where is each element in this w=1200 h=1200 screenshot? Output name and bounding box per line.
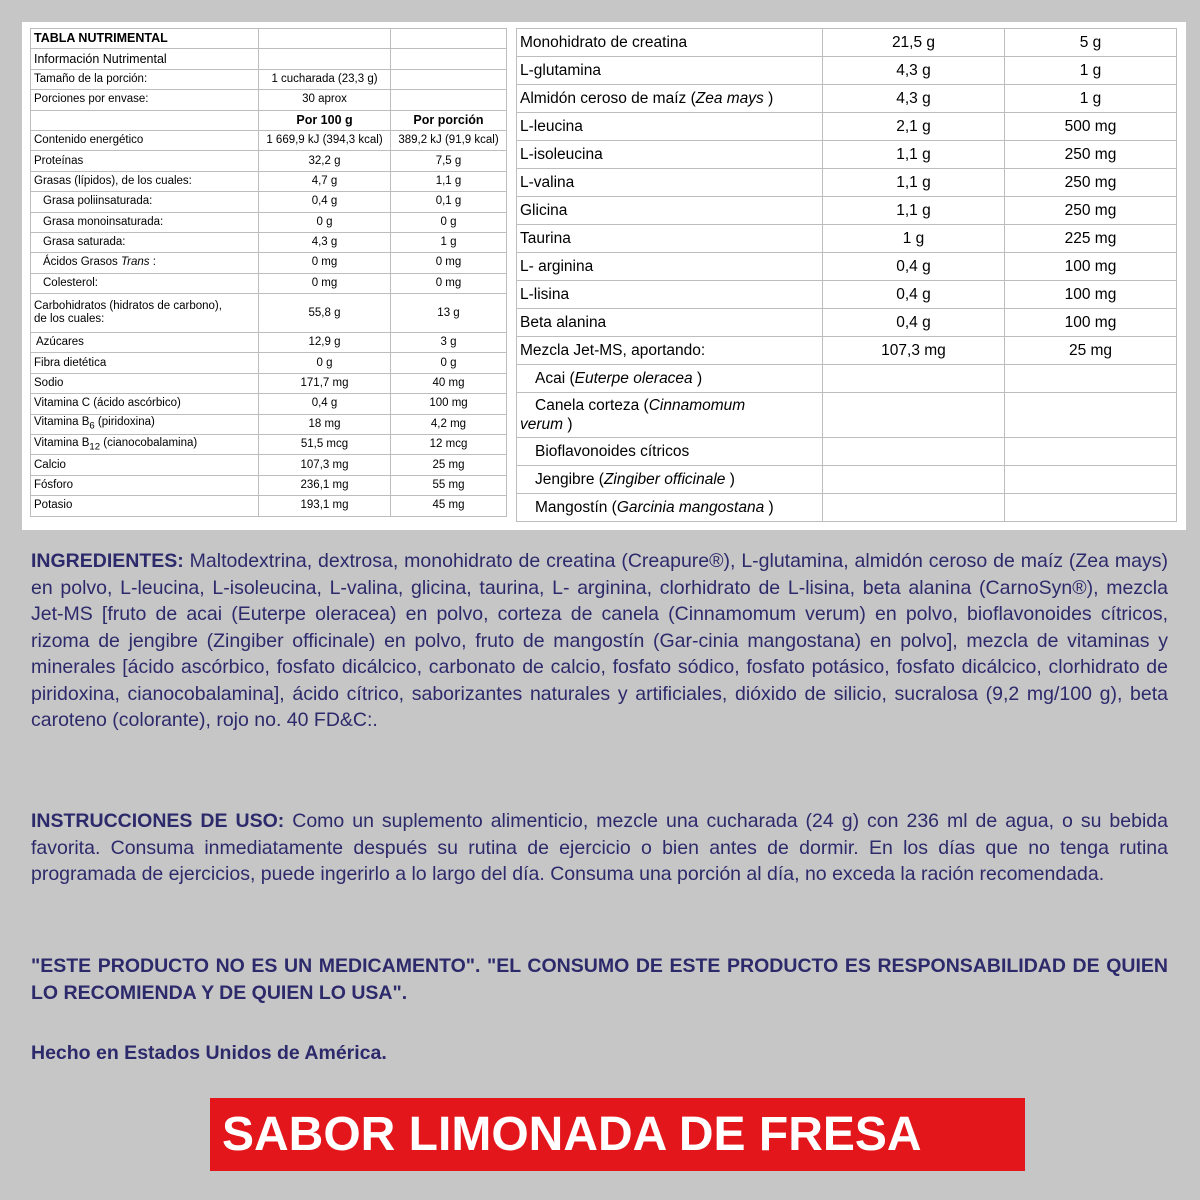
row-label: Vitamina $B_{12}$ (cianocobalamina) [31, 435, 259, 455]
row-label: Beta alanina [517, 309, 823, 337]
row-value-per-portion: 3 g [391, 333, 507, 353]
row-value-per-portion: 0 g [391, 212, 507, 232]
table-row [31, 333, 507, 353]
row-value-per-portion: 100 mg [1005, 281, 1177, 309]
serving-size-label: Tamaño de la porción: [31, 69, 259, 89]
row-value-per-100g: 4,3 g [259, 232, 391, 252]
table-row [31, 212, 507, 232]
row-label: L-isoleucina [517, 141, 823, 169]
table-row [517, 281, 1177, 309]
table-row [31, 294, 507, 333]
nutrition-facts-table [30, 28, 507, 517]
table-row [31, 253, 507, 273]
row-label: Almidón ceroso de maíz (Zea mays ) [517, 85, 823, 113]
row-value-per-portion: 0 g [391, 353, 507, 373]
table-row [517, 466, 1177, 494]
sub-row-label: Canela corteza (Cinnamomum verum ) [517, 393, 823, 438]
row-value-per-portion: 0,1 g [391, 192, 507, 212]
table-row [517, 253, 1177, 281]
row-value-per-100g: 32,2 g [259, 151, 391, 171]
table-row [31, 192, 507, 212]
row-label: L-leucina [517, 113, 823, 141]
row-value-per-portion: 1,1 g [391, 171, 507, 191]
row-value-per-portion: 250 mg [1005, 169, 1177, 197]
row-label: Monohidrato de creatina [517, 29, 823, 57]
instructions-text: Como un suplemento alimenticio, mezcle una cucharada (24 g) con 236 ml de agua, o su bebida favorita. Consuma inmediatamente después su rutina de ejercicio o bien antes de dormir. En los días que no tenga rutina programada de ejercicios, puede ingerirlo a lo largo del día. Consuma una porción al día, no exceda la ración recomendada. [31, 810, 1168, 885]
table-row [31, 273, 507, 293]
row-value-per-100g: 0,4 g [259, 394, 391, 414]
table-row [31, 496, 507, 516]
row-value-per-portion: 40 mg [391, 373, 507, 393]
row-label: Calcio [31, 455, 259, 475]
row-value-per-100g: 171,7 mg [259, 373, 391, 393]
table-row [31, 130, 507, 150]
row-value-per-100g: 4,7 g [259, 171, 391, 191]
instructions-heading: INSTRUCCIONES DE USO: [31, 810, 285, 832]
table-row [517, 494, 1177, 522]
row-value-per-portion: 500 mg [1005, 113, 1177, 141]
row-value-per-portion: 100 mg [391, 394, 507, 414]
row-label: Sodio [31, 373, 259, 393]
row-label: Carbohidratos (hidratos de carbono), de los cuales: [31, 294, 259, 333]
row-value-per-portion: 13 g [391, 294, 507, 333]
row-value-per-portion: 1 g [391, 232, 507, 252]
row-label: Azúcares [31, 333, 259, 353]
table-row [517, 393, 1177, 438]
row-value-per-portion: 0 mg [391, 253, 507, 273]
row-value-per-100g: 4,3 g [823, 85, 1005, 113]
row-value-per-100g: 51,5 mcg [259, 435, 391, 455]
row-value-per-100g: 0,4 g [823, 253, 1005, 281]
row-label: L-lisina [517, 281, 823, 309]
table-row [517, 141, 1177, 169]
table-row [31, 414, 507, 434]
row-label: Taurina [517, 225, 823, 253]
row-label: L-valina [517, 169, 823, 197]
flavor-banner: SABOR LIMONADA DE FRESA [210, 1098, 1025, 1171]
amino-acid-table [516, 28, 1177, 522]
row-value-per-portion: 12 mcg [391, 435, 507, 455]
table-row [517, 197, 1177, 225]
row-value-per-portion: 100 mg [1005, 309, 1177, 337]
table-subtitle: Información Nutrimental [31, 49, 259, 69]
row-value-per-100g: 1 g [823, 225, 1005, 253]
table-row [31, 455, 507, 475]
row-value-per-100g: 1,1 g [823, 169, 1005, 197]
row-value-per-100g: 55,8 g [259, 294, 391, 333]
legal-warning: "ESTE PRODUCTO NO ES UN MEDICAMENTO". "EL CONSUMO DE ESTE PRODUCTO ES RESPONSABILIDAD DE QUIEN LO RECOMIENDA Y DE QUIEN LO USA". [31, 955, 1168, 1004]
row-value-per-100g: 107,3 mg [823, 337, 1005, 365]
row-label: Ácidos Grasos Trans : [31, 253, 259, 273]
sub-row-label: Mangostín (Garcinia mangostana ) [517, 494, 823, 522]
row-value-per-portion: 389,2 kJ (91,9 kcal) [391, 130, 507, 150]
table-row [517, 337, 1177, 365]
table-title: TABLA NUTRIMENTAL [31, 29, 259, 49]
row-value-per-100g: 0,4 g [823, 281, 1005, 309]
row-label: Grasa saturada: [31, 232, 259, 252]
row-value-per-100g: 4,3 g [823, 57, 1005, 85]
table-row [517, 309, 1177, 337]
row-value-per-100g: 0 g [259, 212, 391, 232]
row-label: Colesterol: [31, 273, 259, 293]
row-value-per-100g: 0 mg [259, 253, 391, 273]
row-value-per-100g: 0,4 g [259, 192, 391, 212]
sub-row-label: Bioflavonoides cítricos [517, 438, 823, 466]
table-row [517, 225, 1177, 253]
table-row [31, 353, 507, 373]
row-value-per-100g: 193,1 mg [259, 496, 391, 516]
ingredients-heading: INGREDIENTES: [31, 550, 184, 572]
row-value-per-portion: 4,2 mg [391, 414, 507, 434]
row-label: Vitamina C (ácido ascórbico) [31, 394, 259, 414]
row-label: Grasa poliinsaturada: [31, 192, 259, 212]
table-row [517, 29, 1177, 57]
row-label: Vitamina $B_6$ (piridoxina) [31, 414, 259, 434]
row-value-per-100g: 0,4 g [823, 309, 1005, 337]
row-value-per-100g: 0 g [259, 353, 391, 373]
table-row [31, 373, 507, 393]
row-value-per-100g: 18 mg [259, 414, 391, 434]
column-header-per-100g: Por 100 g [259, 110, 391, 130]
row-value-per-portion: 1 g [1005, 85, 1177, 113]
row-label: Contenido energético [31, 130, 259, 150]
row-value-per-100g: 12,9 g [259, 333, 391, 353]
row-label: Grasa monoinsaturada: [31, 212, 259, 232]
table-row [517, 169, 1177, 197]
row-label: Grasas (lípidos), de los cuales: [31, 171, 259, 191]
ingredients-paragraph [31, 548, 1168, 734]
row-value-per-portion: 45 mg [391, 496, 507, 516]
made-in-text: Hecho en Estados Unidos de América. [31, 1042, 387, 1064]
table-row [517, 113, 1177, 141]
row-value-per-100g: 0 mg [259, 273, 391, 293]
table-row [31, 171, 507, 191]
row-value-per-100g: 2,1 g [823, 113, 1005, 141]
row-value-per-portion: 250 mg [1005, 197, 1177, 225]
row-label: L-glutamina [517, 57, 823, 85]
table-row [517, 365, 1177, 393]
row-value-per-portion: 1 g [1005, 57, 1177, 85]
row-value-per-portion: 5 g [1005, 29, 1177, 57]
row-label: Glicina [517, 197, 823, 225]
row-value-per-portion: 25 mg [391, 455, 507, 475]
row-value-per-100g: 21,5 g [823, 29, 1005, 57]
row-label: Proteínas [31, 151, 259, 171]
row-value-per-100g: 1 669,9 kJ (394,3 kcal) [259, 130, 391, 150]
row-value-per-portion: 25 mg [1005, 337, 1177, 365]
table-row [517, 85, 1177, 113]
row-value-per-portion: 55 mg [391, 475, 507, 495]
row-value-per-100g: 236,1 mg [259, 475, 391, 495]
row-value-per-portion: 100 mg [1005, 253, 1177, 281]
row-value-per-100g: 107,3 mg [259, 455, 391, 475]
row-value-per-portion: 225 mg [1005, 225, 1177, 253]
sub-row-label: Acai (Euterpe oleracea ) [517, 365, 823, 393]
row-label: Fósforo [31, 475, 259, 495]
row-value-per-100g: 1,1 g [823, 141, 1005, 169]
nutrition-panel [22, 22, 1186, 530]
row-label: L- arginina [517, 253, 823, 281]
table-row [31, 435, 507, 455]
servings-value: 30 aprox [259, 90, 391, 110]
table-row [517, 438, 1177, 466]
instructions-paragraph [31, 808, 1168, 888]
row-value-per-100g: 1,1 g [823, 197, 1005, 225]
row-value-per-portion: 7,5 g [391, 151, 507, 171]
sub-row-label: Jengibre (Zingiber officinale ) [517, 466, 823, 494]
row-value-per-portion: 0 mg [391, 273, 507, 293]
table-row [31, 151, 507, 171]
table-row [31, 232, 507, 252]
table-row [31, 475, 507, 495]
servings-label: Porciones por envase: [31, 90, 259, 110]
column-header-per-portion: Por porción [391, 110, 507, 130]
ingredients-text: Maltodextrina, dextrosa, monohidrato de creatina (Creapure®), L-glutamina, almidón ceroso de maíz (Zea mays) en polvo, L-leucina, L-isoleucina, L-valina, glicina, taurina, L- arginina, clorhidrato de L-lisina, beta alanina (CarnoSyn®), mezcla Jet-MS [fruto de acai (Euterpe oleracea) en polvo, corteza de canela (Cinnamomum verum) en polvo, bioflavonoides cítricos, rizoma de jengibre (Zingiber officinale) en polvo, fruto de mangostín (Gar-cinia mangostana) en polvo], mezcla de vitaminas y minerales [ácido ascórbico, fosfato dicálcico, carbonato de calcio, fosfato sódico, fosfato potásico, fosfato dicálcico, clorhidrato de piridoxina, cianocobalamina], ácido cítrico, saborizantes naturales y artificiales, dióxido de silicio, sucralosa (9,2 mg/100 g), beta caroteno (colorante), rojo no. 40 FD&C:. [31, 550, 1168, 731]
row-label: Fibra dietética [31, 353, 259, 373]
row-label: Mezcla Jet-MS, aportando: [517, 337, 823, 365]
row-value-per-portion: 250 mg [1005, 141, 1177, 169]
table-row [31, 394, 507, 414]
row-label: Potasio [31, 496, 259, 516]
serving-size-value: 1 cucharada (23,3 g) [259, 69, 391, 89]
table-row [517, 57, 1177, 85]
